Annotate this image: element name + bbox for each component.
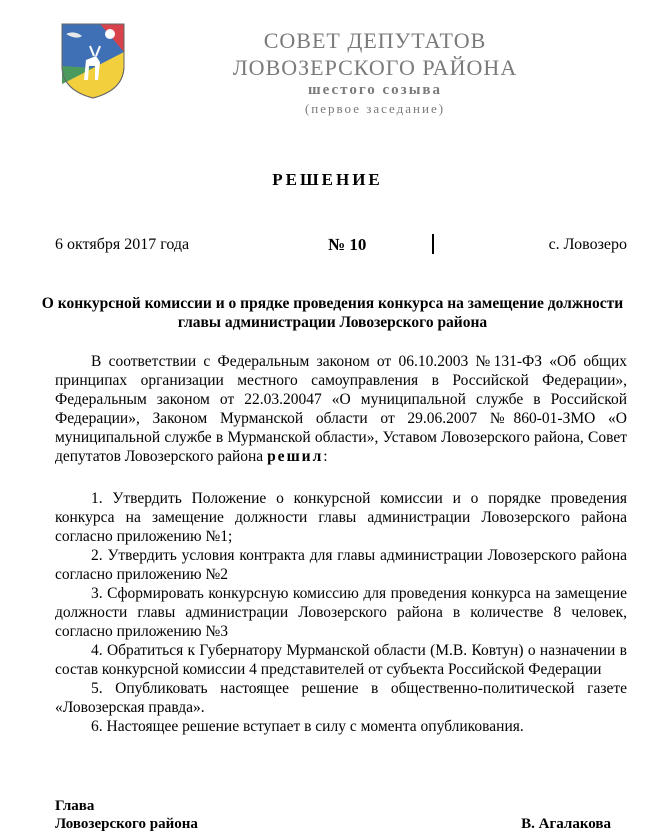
decided-word: решил bbox=[267, 448, 324, 465]
decision-item: 1. Утвердить Положение о конкурсной комиссии и о порядке проведения конкурса на замещение должности главы администрации Ловозерского района согласно приложению №1; bbox=[55, 490, 627, 545]
coat-of-arms-icon bbox=[60, 22, 126, 100]
decision-item: 3. Сформировать конкурсную комиссию для проведения конкурса на замещение должности главы администрации Ловозерского района в количестве 8 человек, согласно приложению №3 bbox=[55, 585, 627, 640]
decision-items bbox=[55, 489, 627, 736]
text-cursor bbox=[432, 234, 434, 254]
preamble-paragraph bbox=[55, 352, 627, 466]
signatory-position: Глава bbox=[55, 798, 95, 814]
document-place: с. Ловозеро bbox=[548, 236, 627, 253]
document-title: О конкурсной комиссии и о прядке проведения конкурса на замещение должности главы администрации Ловозерского района bbox=[41, 295, 624, 331]
session: (первое заседание) bbox=[304, 101, 446, 116]
council-title: СОВЕТ ДЕПУТАТОВ bbox=[263, 28, 487, 53]
document-date: 6 октября 2017 года bbox=[55, 236, 190, 253]
preamble-colon: : bbox=[323, 448, 328, 465]
decision-item: 2. Утвердить условия контракта для главы администрации Ловозерского района согласно приложению №2 bbox=[55, 547, 627, 583]
preamble-text: В соответствии с Федеральным законом от 06.10.2003 №131-ФЗ «Об общих принципах организации местного самоуправления в Российской Федерации», Федеральным законом от 22.03.20047 «О муниципальной службе в Российской Федерации», Законом Мурманской области от 29.06.2007 №860-01-ЗМО «О муниципальной службе в Мурманской области», Уставом Ловозерского района, Совет депутатов Ловозерского района bbox=[55, 353, 627, 465]
decision-item: 5. Опубликовать настоящее решение в общественно-политической газете «Ловозерская правда». bbox=[55, 680, 627, 716]
convocation: шестого созыва bbox=[307, 82, 443, 98]
signatory-position-district: Ловозерского района bbox=[55, 816, 198, 832]
decision-item: 6. Настоящее решение вступает в силу с момента опубликования. bbox=[91, 718, 524, 735]
district-title: ЛОВОЗЕРСКОГО РАЙОНА bbox=[232, 55, 518, 80]
document-number: № 10 bbox=[328, 235, 367, 254]
decision-item: 4. Обратиться к Губернатору Мурманской области (М.В. Ковтун) о назначении в состав конкурсной комиссии 4 представителей от субъекта Российской Федерации bbox=[55, 642, 627, 678]
document-type: РЕШЕНИЕ bbox=[272, 170, 383, 189]
signatory-name: В. Агалакова bbox=[521, 816, 611, 832]
